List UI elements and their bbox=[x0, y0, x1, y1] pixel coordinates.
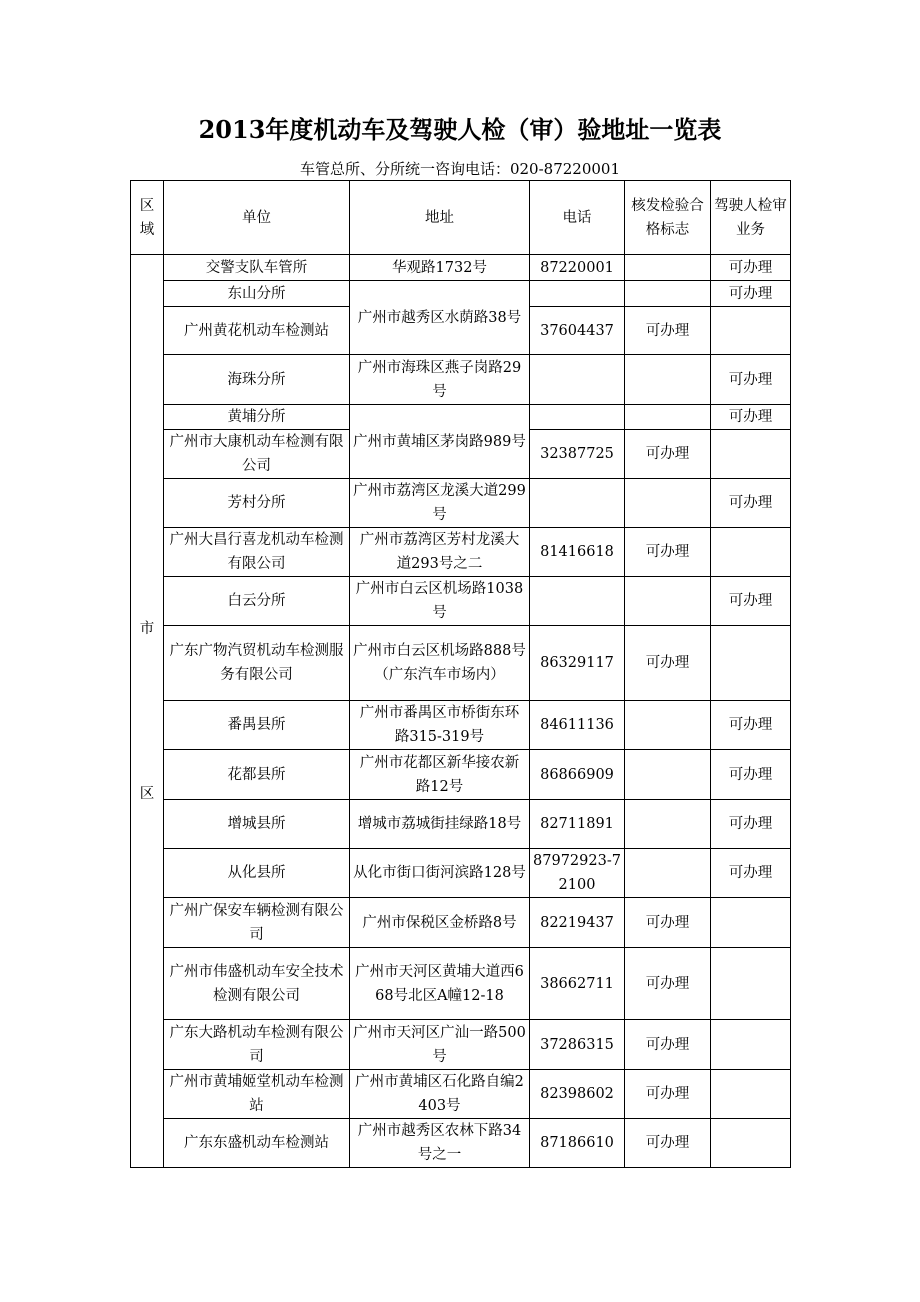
address-cell: 广州市荔湾区龙溪大道299号 bbox=[350, 479, 530, 528]
header-inspect: 核发检验合格标志 bbox=[625, 181, 711, 255]
phone-cell: 87972923-72100 bbox=[530, 849, 625, 898]
region-bottom-char: 区 bbox=[139, 785, 155, 802]
table-row bbox=[131, 701, 791, 750]
phone-cell bbox=[530, 405, 625, 430]
table-row bbox=[131, 281, 791, 307]
table-row bbox=[131, 626, 791, 701]
phone-cell: 87220001 bbox=[530, 255, 625, 281]
table-row bbox=[131, 528, 791, 577]
phone-cell: 82711891 bbox=[530, 800, 625, 849]
table-row bbox=[131, 948, 791, 1020]
inspect-cell: 可办理 bbox=[625, 307, 711, 355]
table-row bbox=[131, 1070, 791, 1119]
unit-cell: 交警支队车管所 bbox=[164, 255, 350, 281]
header-driver: 驾驶人检审业务 bbox=[711, 181, 791, 255]
phone-cell: 81416618 bbox=[530, 528, 625, 577]
table-row bbox=[131, 800, 791, 849]
unit-cell: 广东大路机动车检测有限公司 bbox=[164, 1020, 350, 1070]
address-cell: 广州市白云区机场路1038号 bbox=[350, 577, 530, 626]
table-header-row bbox=[131, 181, 791, 255]
inspect-cell bbox=[625, 701, 711, 750]
address-cell: 广州市越秀区水荫路38号 bbox=[350, 281, 530, 355]
address-cell: 广州市保税区金桥路8号 bbox=[350, 898, 530, 948]
address-cell: 广州市天河区黄埔大道西668号北区A幢12-18 bbox=[350, 948, 530, 1020]
phone-cell: 38662711 bbox=[530, 948, 625, 1020]
address-cell: 广州市白云区机场路888号（广东汽车市场内） bbox=[350, 626, 530, 701]
table-row bbox=[131, 479, 791, 528]
consult-phone-subtitle: 车管总所、分所统一咨询电话：020-87220001 bbox=[299, 160, 621, 178]
phone-cell: 82398602 bbox=[530, 1070, 625, 1119]
driver-cell bbox=[711, 430, 791, 479]
driver-cell bbox=[711, 307, 791, 355]
address-cell: 广州市海珠区燕子岗路29号 bbox=[350, 355, 530, 405]
table-row bbox=[131, 577, 791, 626]
address-cell: 广州市黄埔区石化路自编2403号 bbox=[350, 1070, 530, 1119]
address-cell: 广州市天河区广汕一路500号 bbox=[350, 1020, 530, 1070]
driver-cell: 可办理 bbox=[711, 405, 791, 430]
phone-cell: 87186610 bbox=[530, 1119, 625, 1168]
phone-cell: 86866909 bbox=[530, 750, 625, 800]
unit-cell: 广东东盛机动车检测站 bbox=[164, 1119, 350, 1168]
inspect-cell bbox=[625, 849, 711, 898]
driver-cell bbox=[711, 626, 791, 701]
driver-cell: 可办理 bbox=[711, 800, 791, 849]
unit-cell: 芳村分所 bbox=[164, 479, 350, 528]
unit-cell: 广州市伟盛机动车安全技术检测有限公司 bbox=[164, 948, 350, 1020]
table-row bbox=[131, 255, 791, 281]
driver-cell bbox=[711, 1070, 791, 1119]
driver-cell: 可办理 bbox=[711, 355, 791, 405]
unit-cell: 东山分所 bbox=[164, 281, 350, 307]
region-top-char: 市 bbox=[139, 620, 155, 637]
driver-cell: 可办理 bbox=[711, 849, 791, 898]
inspect-cell: 可办理 bbox=[625, 430, 711, 479]
address-cell: 华观路1732号 bbox=[350, 255, 530, 281]
driver-cell: 可办理 bbox=[711, 577, 791, 626]
inspect-cell: 可办理 bbox=[625, 948, 711, 1020]
unit-cell: 增城县所 bbox=[164, 800, 350, 849]
unit-cell: 广州广保安车辆检测有限公司 bbox=[164, 898, 350, 948]
address-cell: 广州市黄埔区茅岗路989号 bbox=[350, 405, 530, 479]
driver-cell: 可办理 bbox=[711, 750, 791, 800]
header-address: 地址 bbox=[350, 181, 530, 255]
table-row bbox=[131, 750, 791, 800]
unit-cell: 广州黄花机动车检测站 bbox=[164, 307, 350, 355]
address-cell: 广州市荔湾区芳村龙溪大道293号之二 bbox=[350, 528, 530, 577]
address-cell: 增城市荔城街挂绿路18号 bbox=[350, 800, 530, 849]
header-phone: 电话 bbox=[530, 181, 625, 255]
driver-cell bbox=[711, 898, 791, 948]
phone-cell bbox=[530, 281, 625, 307]
phone-cell: 37286315 bbox=[530, 1020, 625, 1070]
phone-cell: 86329117 bbox=[530, 626, 625, 701]
unit-cell: 广州市大康机动车检测有限公司 bbox=[164, 430, 350, 479]
unit-cell: 广州市黄埔姬堂机动车检测站 bbox=[164, 1070, 350, 1119]
inspect-cell: 可办理 bbox=[625, 1119, 711, 1168]
driver-cell: 可办理 bbox=[711, 255, 791, 281]
unit-cell: 广东广物汽贸机动车检测服务有限公司 bbox=[164, 626, 350, 701]
driver-cell bbox=[711, 1119, 791, 1168]
table-row bbox=[131, 1020, 791, 1070]
address-cell: 从化市街口街河滨路128号 bbox=[350, 849, 530, 898]
inspect-cell bbox=[625, 405, 711, 430]
header-region: 区域 bbox=[131, 181, 164, 255]
header-unit: 单位 bbox=[164, 181, 350, 255]
phone-cell bbox=[530, 479, 625, 528]
phone-cell bbox=[530, 577, 625, 626]
inspect-cell: 可办理 bbox=[625, 898, 711, 948]
phone-cell: 37604437 bbox=[530, 307, 625, 355]
phone-cell bbox=[530, 355, 625, 405]
document-title: 2013年度机动车及驾驶人检（审）验地址一览表 bbox=[198, 115, 722, 144]
inspect-cell: 可办理 bbox=[625, 626, 711, 701]
table-row bbox=[131, 355, 791, 405]
inspect-cell bbox=[625, 281, 711, 307]
address-cell: 广州市越秀区农林下路34号之一 bbox=[350, 1119, 530, 1168]
unit-cell: 广州大昌行喜龙机动车检测有限公司 bbox=[164, 528, 350, 577]
driver-cell: 可办理 bbox=[711, 479, 791, 528]
inspect-cell bbox=[625, 479, 711, 528]
unit-cell: 从化县所 bbox=[164, 849, 350, 898]
table-row bbox=[131, 1119, 791, 1168]
inspect-cell bbox=[625, 255, 711, 281]
address-cell: 广州市番禺区市桥街东环路315-319号 bbox=[350, 701, 530, 750]
inspect-cell: 可办理 bbox=[625, 528, 711, 577]
phone-cell: 84611136 bbox=[530, 701, 625, 750]
inspect-cell bbox=[625, 750, 711, 800]
driver-cell: 可办理 bbox=[711, 701, 791, 750]
unit-cell: 海珠分所 bbox=[164, 355, 350, 405]
table-row bbox=[131, 849, 791, 898]
inspect-cell: 可办理 bbox=[625, 1070, 711, 1119]
inspect-cell bbox=[625, 355, 711, 405]
inspection-address-table bbox=[130, 180, 791, 1168]
phone-cell: 32387725 bbox=[530, 430, 625, 479]
inspect-cell: 可办理 bbox=[625, 1020, 711, 1070]
unit-cell: 黄埔分所 bbox=[164, 405, 350, 430]
region-cell bbox=[131, 255, 164, 1168]
driver-cell bbox=[711, 1020, 791, 1070]
unit-cell: 白云分所 bbox=[164, 577, 350, 626]
address-cell: 广州市花都区新华接农新路12号 bbox=[350, 750, 530, 800]
driver-cell bbox=[711, 528, 791, 577]
inspect-cell bbox=[625, 800, 711, 849]
table-row bbox=[131, 405, 791, 430]
unit-cell: 番禺县所 bbox=[164, 701, 350, 750]
inspect-cell bbox=[625, 577, 711, 626]
driver-cell: 可办理 bbox=[711, 281, 791, 307]
unit-cell: 花都县所 bbox=[164, 750, 350, 800]
table-row bbox=[131, 898, 791, 948]
driver-cell bbox=[711, 948, 791, 1020]
phone-cell: 82219437 bbox=[530, 898, 625, 948]
